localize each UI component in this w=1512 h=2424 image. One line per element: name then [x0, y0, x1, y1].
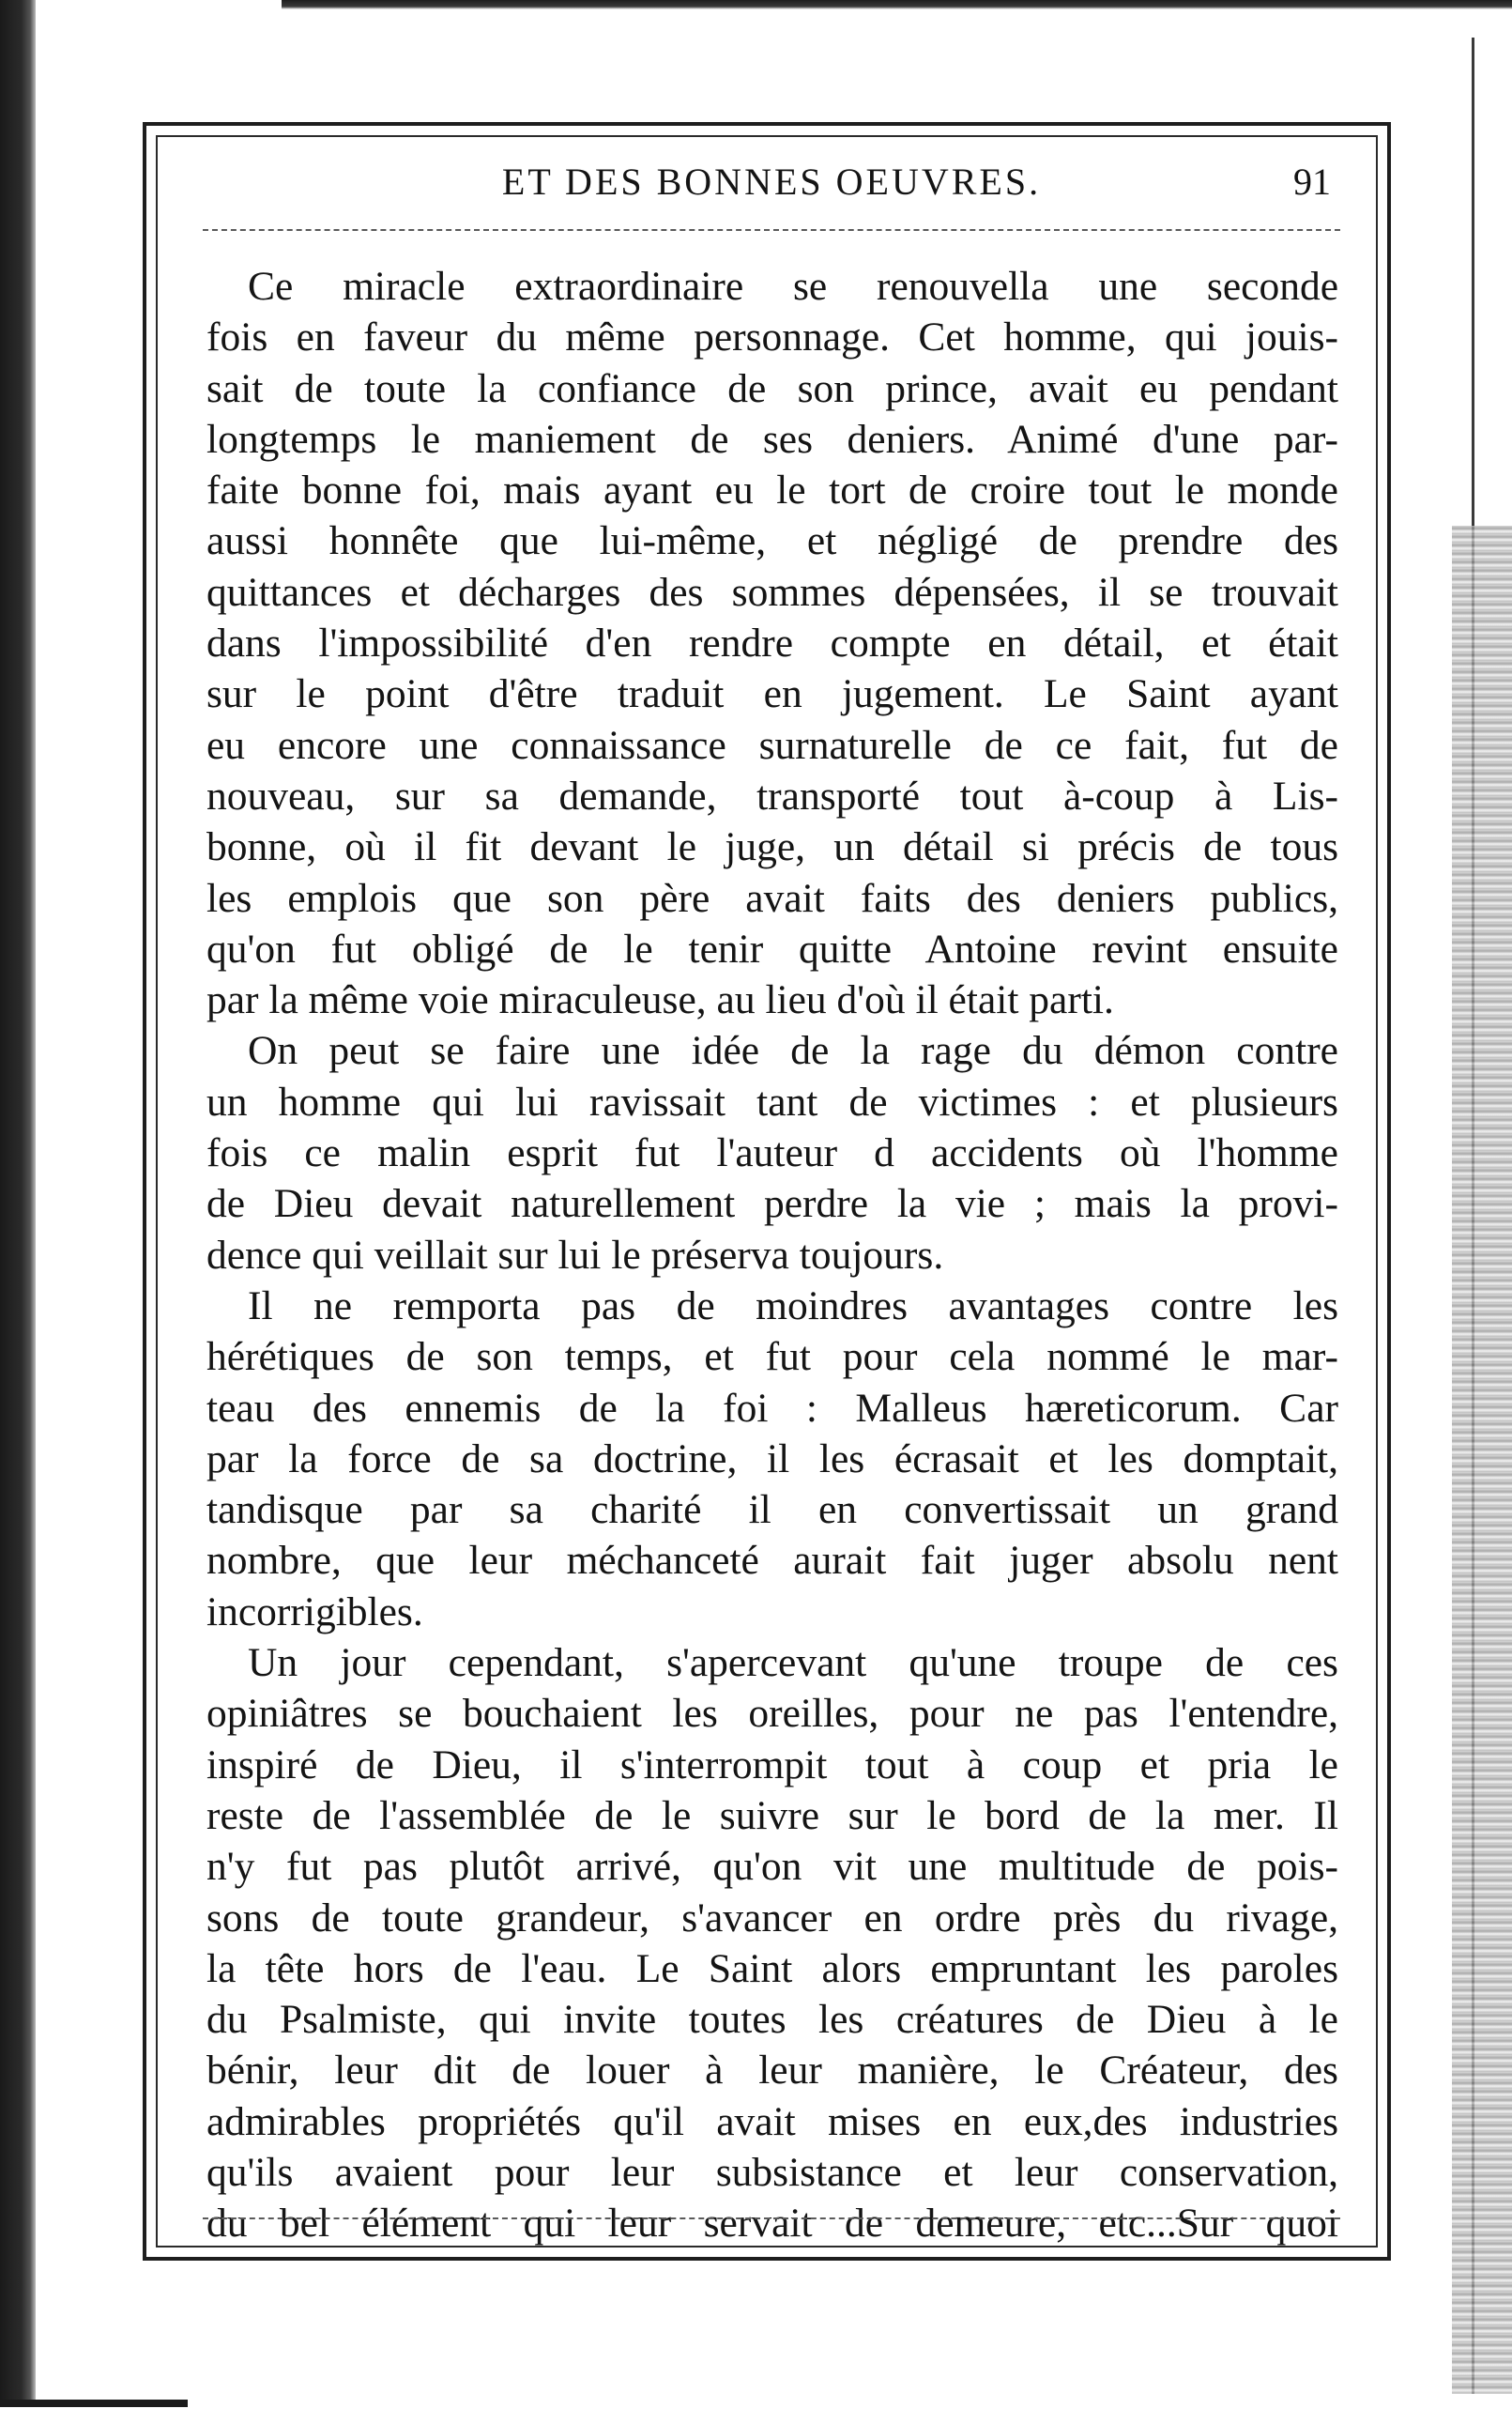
- header-rule: [203, 229, 1340, 231]
- footer-rule: [203, 2217, 1340, 2219]
- text-line: bonne, où il fit devant le juge, un détail si précis de tous: [206, 824, 1338, 870]
- text-line: faite bonne foi, mais ayant eu le tort de croire tout le monde: [206, 468, 1338, 514]
- text-line: opiniâtres se bouchaient les oreilles, pour ne pas l'entendre,: [206, 1691, 1338, 1737]
- text-line: admirables propriétés qu'il avait mises en eux,des industries: [206, 2098, 1338, 2144]
- text-line: reste de l'assemblée de le suivre sur le bord de la mer. Il: [206, 1792, 1338, 1838]
- text-line: fois en faveur du même personnage. Cet homme, qui jouis-: [206, 315, 1338, 361]
- scan-page-edges: [1452, 526, 1512, 2394]
- text-line: sons de toute grandeur, s'avancer en ordre près du rivage,: [206, 1895, 1338, 1941]
- text-line: de Dieu devait naturellement perdre la vie ; mais la provi-: [206, 1181, 1338, 1227]
- text-line: par la force de sa doctrine, il les écrasait et les domptait,: [206, 1435, 1338, 1481]
- page-frame: [143, 122, 1391, 2261]
- text-line: du Psalmiste, qui invite toutes les créatures de Dieu à le: [206, 1997, 1338, 2043]
- text-line: qu'ils avaient pour leur subsistance et leur conservation,: [206, 2149, 1338, 2195]
- scan-top-edge: [282, 0, 1512, 9]
- text-line: qu'on fut obligé de le tenir quitte Antoine revint ensuite: [206, 926, 1338, 972]
- text-line: la tête hors de l'eau. Le Saint alors empruntant les paroles: [206, 1945, 1338, 1991]
- text-line: par la même voie miraculeuse, au lieu d'où il était parti.: [206, 977, 1114, 1023]
- running-title: ET DES BONNES OEUVRES.: [501, 161, 1042, 203]
- text-line: eu encore une connaissance surnaturelle de ce fait, fut de: [206, 722, 1338, 768]
- text-line: Ce miracle extraordinaire se renouvella une seconde: [248, 264, 1338, 309]
- text-line: nombre, que leur méchanceté aurait fait juger absolu nent: [206, 1538, 1338, 1584]
- text-line: inspiré de Dieu, il s'interrompit tout à coup et pria le: [206, 1741, 1338, 1787]
- scan-left-edge: [0, 0, 36, 2403]
- page-header: [203, 154, 1340, 210]
- text-line: bénir, leur dit de louer à leur manière, le Créateur, des: [206, 2048, 1338, 2094]
- text-line: du bel élément qui leur servait de demeure, etc...Sur quoi: [206, 2201, 1338, 2247]
- scan-left-corner: [0, 2400, 188, 2407]
- text-line: hérétiques de son temps, et fut pour cela nommé le mar-: [206, 1334, 1338, 1380]
- text-line: dans l'impossibilité d'en rendre compte en détail, et était: [206, 621, 1338, 667]
- text-line: Il ne remporta pas de moindres avantages contre les: [248, 1282, 1338, 1328]
- text-line: dence qui veillait sur lui le préserva toujours.: [206, 1232, 944, 1278]
- page-number: 91: [1293, 161, 1331, 203]
- text-line: n'y fut pas plutôt arrivé, qu'on vit une multitude de pois-: [206, 1844, 1338, 1890]
- text-line: sait de toute la confiance de son prince, avait eu pendant: [206, 365, 1338, 411]
- text-line: un homme qui lui ravissait tant de victimes : et plusieurs: [206, 1079, 1338, 1125]
- text-line: sur le point d'être traduit en jugement. Le Saint ayant: [206, 671, 1338, 717]
- text-line: nouveau, sur sa demande, transporté tout à-coup à Lis-: [206, 773, 1338, 819]
- text-line: fois ce malin esprit fut l'auteur d accidents où l'homme: [206, 1130, 1338, 1176]
- body-text: [206, 261, 1338, 2249]
- text-line: Un jour cependant, s'apercevant qu'une troupe de ces: [248, 1640, 1338, 1686]
- text-line: quittances et décharges des sommes dépensées, il se trouvait: [206, 569, 1338, 615]
- text-line: les emplois que son père avait faits des deniers publics,: [206, 875, 1338, 921]
- text-line: longtemps le maniement de ses deniers. Animé d'une par-: [206, 416, 1338, 462]
- text-line: tandisque par sa charité il en convertissait un grand: [206, 1487, 1338, 1533]
- text-line: On peut se faire une idée de la rage du démon contre: [248, 1028, 1338, 1074]
- text-line: teau des ennemis de la foi : Malleus hæreticorum. Car: [206, 1385, 1338, 1431]
- text-line: incorrigibles.: [206, 1588, 423, 1634]
- text-line: aussi honnête que lui-même, et négligé de prendre des: [206, 518, 1338, 564]
